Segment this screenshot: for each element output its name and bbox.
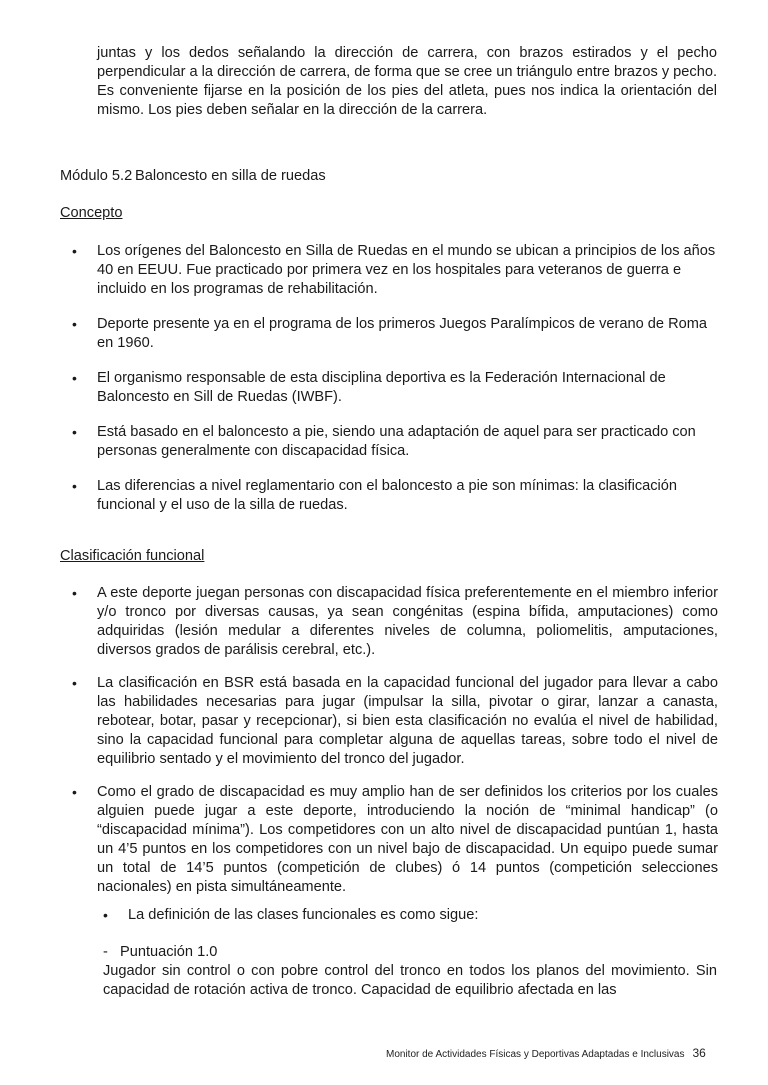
bullet-icon: • [72,585,77,601]
bullet-text: El organismo responsable de esta disciplina deportiva es la Federación Internacional de Baloncesto en Sill de Ruedas (IWBF). [97,370,666,405]
bullet-text: A este deporte juegan personas con discapacidad física preferentemente en el miembro inferior y/o tronco por diversas causas, ya sean congénitas (espina bífida, amputaciones) como adquiridas (lesión medular a diferentes niveles de columna, poliomelitis, amputaciones, diversos grados de parálisis cerebral, etc.). [97,585,718,658]
continuation-paragraph: juntas y los dedos señalando la dirección de carrera, con brazos estirados y el pecho perpendicular a la dirección de carrera, de forma que se cree un triángulo entre brazos y pecho. Es conveniente fijarse en la posición de los pies del atleta, pues nos indica la orientación del mismo. Los pies deben señalar en la dirección de la carrera. [97,45,717,118]
bullet-text: Las diferencias a nivel reglamentario con el baloncesto a pie son mínimas: la clasificación funcional y el uso de la silla de ruedas. [97,478,678,513]
concepto-bullet [72,242,718,299]
concepto-bullet [72,369,718,407]
bullet-text: Está basado en el baloncesto a pie, siendo una adaptación de aquel para ser practicado con personas generalmente con discapacidad física. [97,424,696,459]
concepto-heading: Concepto [60,205,123,221]
bullet-text: Los orígenes del Baloncesto en Silla de Ruedas en el mundo se ubican a principios de los años 40 en EEUU. Fue practicado por primera vez en los hospitales para veteranos de guerra e incluido en los programas de rehabilitación. [97,243,716,297]
concepto-bullet [72,315,718,353]
bullet-icon: • [72,316,77,332]
bullet-icon: • [72,424,77,440]
clasificacion-bullet [72,783,718,897]
module-number: Módulo 5.2 [60,168,133,184]
score-label [103,943,217,962]
bullet-icon: • [72,675,77,691]
bullet-icon: • [103,907,108,923]
clasificacion-bullet [72,584,718,660]
page-footer [386,1044,706,1064]
score-description: Jugador sin control o con pobre control del tronco en todos los planos del movimiento. Sin capacidad de rotación activa de tronco. Capacidad de equilibrio afectada en las [103,963,717,998]
clasificacion-bullet [72,674,718,769]
page-number: 36 [692,1046,706,1060]
concepto-bullet [72,477,718,515]
clasificacion-sub-bullet [103,906,717,925]
bullet-text: Como el grado de discapacidad es muy amplio han de ser definidos los criterios por los cuales alguien puede jugar a este deporte, introduciendo la noción de “minimal handicap” (o “discapacidad mínima”). Los competidores con un alto nivel de discapacidad puntúan 1, hasta un 4’5 puntos en los competidores con un nivel bajo de discapacidad. Un equipo puede sumar un total de 14’5 puntos (competición de clubes) ó 14 puntos (competición selecciones nacionales) en pista simultáneamente. [97,784,718,895]
score-title: Puntuación 1.0 [120,944,218,960]
footer-title: Monitor de Actividades Físicas y Deportivas Adaptadas e Inclusivas [386,1049,685,1060]
module-title [60,167,326,186]
sub-bullet-text: La definición de las clases funcionales es como sigue: [128,907,479,923]
module-name: Baloncesto en silla de ruedas [135,168,326,184]
concepto-bullet [72,423,718,461]
bullet-text: La clasificación en BSR está basada en la capacidad funcional del jugador para llevar a cabo las habilidades necesarias para jugar (impulsar la silla, pivotar o girar, lanzar a canasta, rebotear, botar, pasar y recepcionar), si bien esta clasificación no evalúa el nivel de habilidad, sino la capacidad funcional para completar alguna de aquellas tareas, sobre todo el nivel de equilibrio sentado y el movimiento del tronco del jugador. [97,675,718,767]
bullet-icon: • [72,478,77,494]
bullet-icon: • [72,243,77,259]
bullet-icon: • [72,784,77,800]
clasificacion-heading: Clasificación funcional [60,548,205,564]
bullet-icon: • [72,370,77,386]
bullet-text: Deporte presente ya en el programa de los primeros Juegos Paralímpicos de verano de Roma en 1960. [97,316,708,351]
dash-marker: - [103,944,108,960]
